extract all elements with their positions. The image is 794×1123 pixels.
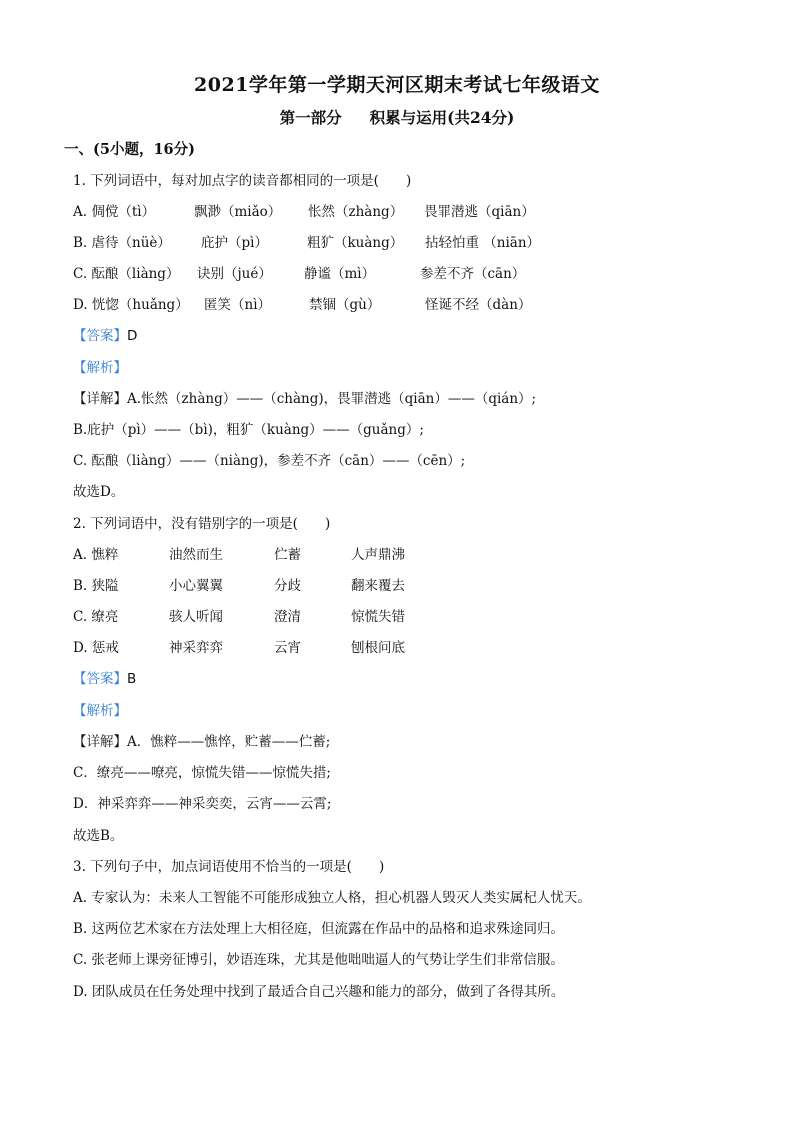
q2-c-4: 惊慌失错 — [351, 609, 405, 625]
q3-stem: 3. 下列句子中，加点词语使用不恰当的一项是( ) — [73, 859, 385, 875]
q1-stem: 1. 下列词语中，每对加点字的读音都相同的一项是( ) — [73, 173, 412, 189]
q1-detail-3: C. 酝酿（liàng）——（niàng)，参差不齐（cān）——（cēn）; — [73, 453, 466, 469]
q1-c-3: 静谧（mì） — [304, 266, 376, 282]
q2-detail-2: C．缭亮——嘹亮，惊慌失错——惊慌失措; — [73, 765, 331, 781]
q1-c-1: C. 酝酿（liàng） — [73, 266, 180, 282]
q1-c-2: 诀别（jué） — [197, 266, 272, 282]
q1-c-4: 参差不齐（cān） — [420, 266, 526, 282]
q1-detail-2: B.庇护（pì）——（bì)，粗犷（kuàng）——（guǎng）; — [73, 422, 424, 438]
q2-c-2: 骇人听闻 — [169, 609, 223, 625]
q1-a-4: 畏罪潜逃（qiān） — [424, 204, 535, 220]
q2-answer-label: 【答案】 — [73, 671, 127, 687]
q1-a-3: 怅然（zhàng） — [308, 204, 404, 220]
q2-b-3: 分歧 — [274, 578, 301, 594]
q2-d-3: 云宵 — [274, 640, 301, 656]
q1-answer — [73, 326, 137, 346]
q1-detail-4: 故选D。 — [73, 484, 125, 500]
q2-a-1: A. 憔粹 — [73, 547, 119, 563]
q2-d-4: 刨根问底 — [351, 640, 405, 656]
q3-option-b: B. 这两位艺术家在方法处理上大相径庭，但流露在作品中的品格和追求殊途同归。 — [73, 921, 565, 937]
q1-b-1: B. 虐待（nüè） — [73, 235, 171, 251]
part-name: 积累与运用(共24分) — [369, 108, 515, 127]
q2-stem: 2. 下列词语中，没有错别字的一项是( ) — [73, 516, 331, 532]
q2-b-2: 小心翼翼 — [169, 578, 223, 594]
part-heading — [0, 106, 794, 128]
q2-a-2: 油然而生 — [169, 547, 223, 563]
page-title: 2021学年第一学期天河区期末考试七年级语文 — [194, 74, 600, 96]
q2-b-1: B. 狭隘 — [73, 578, 119, 594]
q2-detail-3: D．神采弈弈——神采奕奕，云宵——云霄; — [73, 796, 332, 812]
q3-option-d: D. 团队成员在任务处理中找到了最适合自己兴趣和能力的部分，做到了各得其所。 — [73, 984, 565, 1000]
q2-c-3: 澄清 — [274, 609, 301, 625]
q1-b-3: 粗犷（kuàng） — [307, 235, 404, 251]
q2-c-1: C. 缭亮 — [73, 609, 119, 625]
section-heading: 一、(5小题，16分) — [64, 141, 195, 158]
q2-answer — [73, 669, 136, 689]
q1-analysis-label: 【解析】 — [73, 360, 127, 376]
q2-detail-4: 故选B。 — [73, 828, 124, 844]
q1-d-3: 禁锢（gù） — [309, 297, 381, 313]
q2-detail-1: 【详解】A．憔粹——憔悴，贮蓄——伫蓄; — [73, 734, 331, 750]
q2-b-4: 翻来覆去 — [351, 578, 405, 594]
q2-a-4: 人声鼎沸 — [351, 547, 405, 563]
q3-option-a: A. 专家认为：未来人工智能不可能形成独立人格，担心机器人毁灭人类实属杞人忧天。 — [73, 890, 591, 906]
q1-b-2: 庇护（pì） — [201, 235, 268, 251]
q1-d-2: 匿笑（nì） — [204, 297, 272, 313]
q1-answer-label: 【答案】 — [73, 328, 127, 344]
q2-answer-value: B — [127, 671, 137, 687]
q1-a-1: A. 倜傥（tì） — [73, 204, 156, 220]
part-label: 第一部分 — [279, 108, 342, 127]
q2-a-3: 伫蓄 — [274, 547, 301, 563]
q1-a-2: 飘渺（miǎo） — [194, 204, 282, 220]
q1-answer-value: D — [127, 328, 138, 344]
q2-d-1: D. 惩戒 — [73, 640, 119, 656]
q1-d-4: 怪诞不经（dàn） — [425, 297, 532, 313]
q1-d-1: D. 恍惚（huǎng） — [73, 297, 189, 313]
q1-b-4: 拈轻怕重 （niān） — [425, 235, 541, 251]
q3-option-c: C. 张老师上课旁征博引，妙语连珠，尤其是他咄咄逼人的气势让学生们非常信服。 — [73, 952, 564, 968]
q2-analysis-label: 【解析】 — [73, 703, 127, 719]
q1-detail-1: 【详解】A.怅然（zhàng）——（chàng)，畏罪潜逃（qiān）——（qián）; — [73, 391, 537, 407]
q2-d-2: 神采弈弈 — [169, 640, 223, 656]
